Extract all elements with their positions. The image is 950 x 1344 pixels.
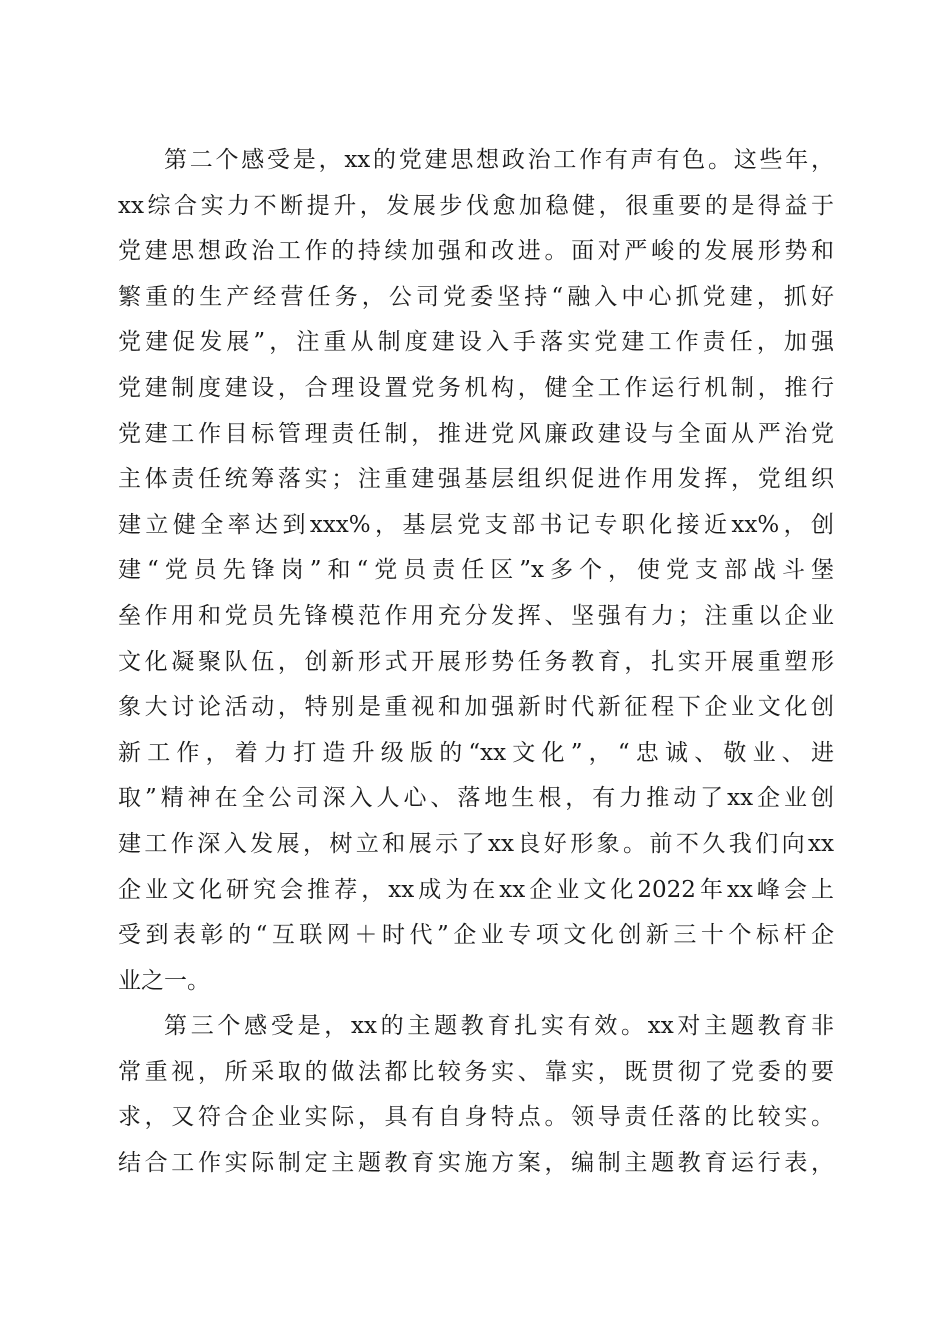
text-line: 企业文化研究会推荐，xx成为在xx企业文化2022年xx峰会上 [118,876,834,903]
text-line: 业之一。 [118,967,210,994]
text-line: 建立健全率达到xxx%，基层党支部书记专职化接近xx%，创 [118,511,834,538]
text-line: 党建思想政治工作的持续加强和改进。面对严峻的发展形势和 [118,238,834,265]
text-line: 象大讨论活动，特别是重视和加强新时代新征程下企业文化创 [118,694,834,721]
text-line: 常重视，所采取的做法都比较务实、靠实，既贯彻了党委的要 [118,1058,834,1085]
document-body [118,138,834,1187]
paragraph-third-impression [118,1004,834,1186]
text-line: 取”精神在全公司深入人心、落地生根，有力推动了xx企业创 [118,785,834,812]
text-line: 求，又符合企业实际，具有自身特点。领导责任落的比较实。 [118,1104,834,1131]
text-line: 垒作用和党员先锋模范作用充分发挥、坚强有力；注重以企业 [118,602,834,629]
text-line: 党建制度建设，合理设置党务机构，健全工作运行机制，推行 [118,374,834,401]
text-line: xx综合实力不断提升，发展步伐愈加稳健，很重要的是得益于 [118,192,834,219]
text-line: 党建工作目标管理责任制，推进党风廉政建设与全面从严治党 [118,420,834,447]
text-line: 新工作，着力打造升级版的“xx文化”，“忠诚、敬业、进 [118,739,834,766]
text-line: 繁重的生产经营任务，公司党委坚持“融入中心抓党建，抓好 [118,283,834,310]
text-line: 党建促发展”，注重从制度建设入手落实党建工作责任，加强 [118,329,834,356]
text-line: 文化凝聚队伍，创新形式开展形势任务教育，扎实开展重塑形 [118,648,834,675]
text-line: 建工作深入发展，树立和展示了xx良好形象。前不久我们向xx [118,830,834,857]
text-line: 建“党员先锋岗”和“党员责任区”x多个，使党支部战斗堡 [118,557,834,584]
text-line: 第三个感受是，xx的主题教育扎实有效。xx对主题教育非 [164,1013,834,1040]
text-line: 受到表彰的“互联网＋时代”企业专项文化创新三十个标杆企 [118,922,834,949]
text-line: 主体责任统筹落实；注重建强基层组织促进作用发挥，党组织 [118,466,834,493]
text-line: 第二个感受是，xx的党建思想政治工作有声有色。这些年， [164,147,834,173]
paragraph-second-impression [118,138,834,1004]
text-line: 结合工作实际制定主题教育实施方案，编制主题教育运行表， [118,1150,834,1177]
